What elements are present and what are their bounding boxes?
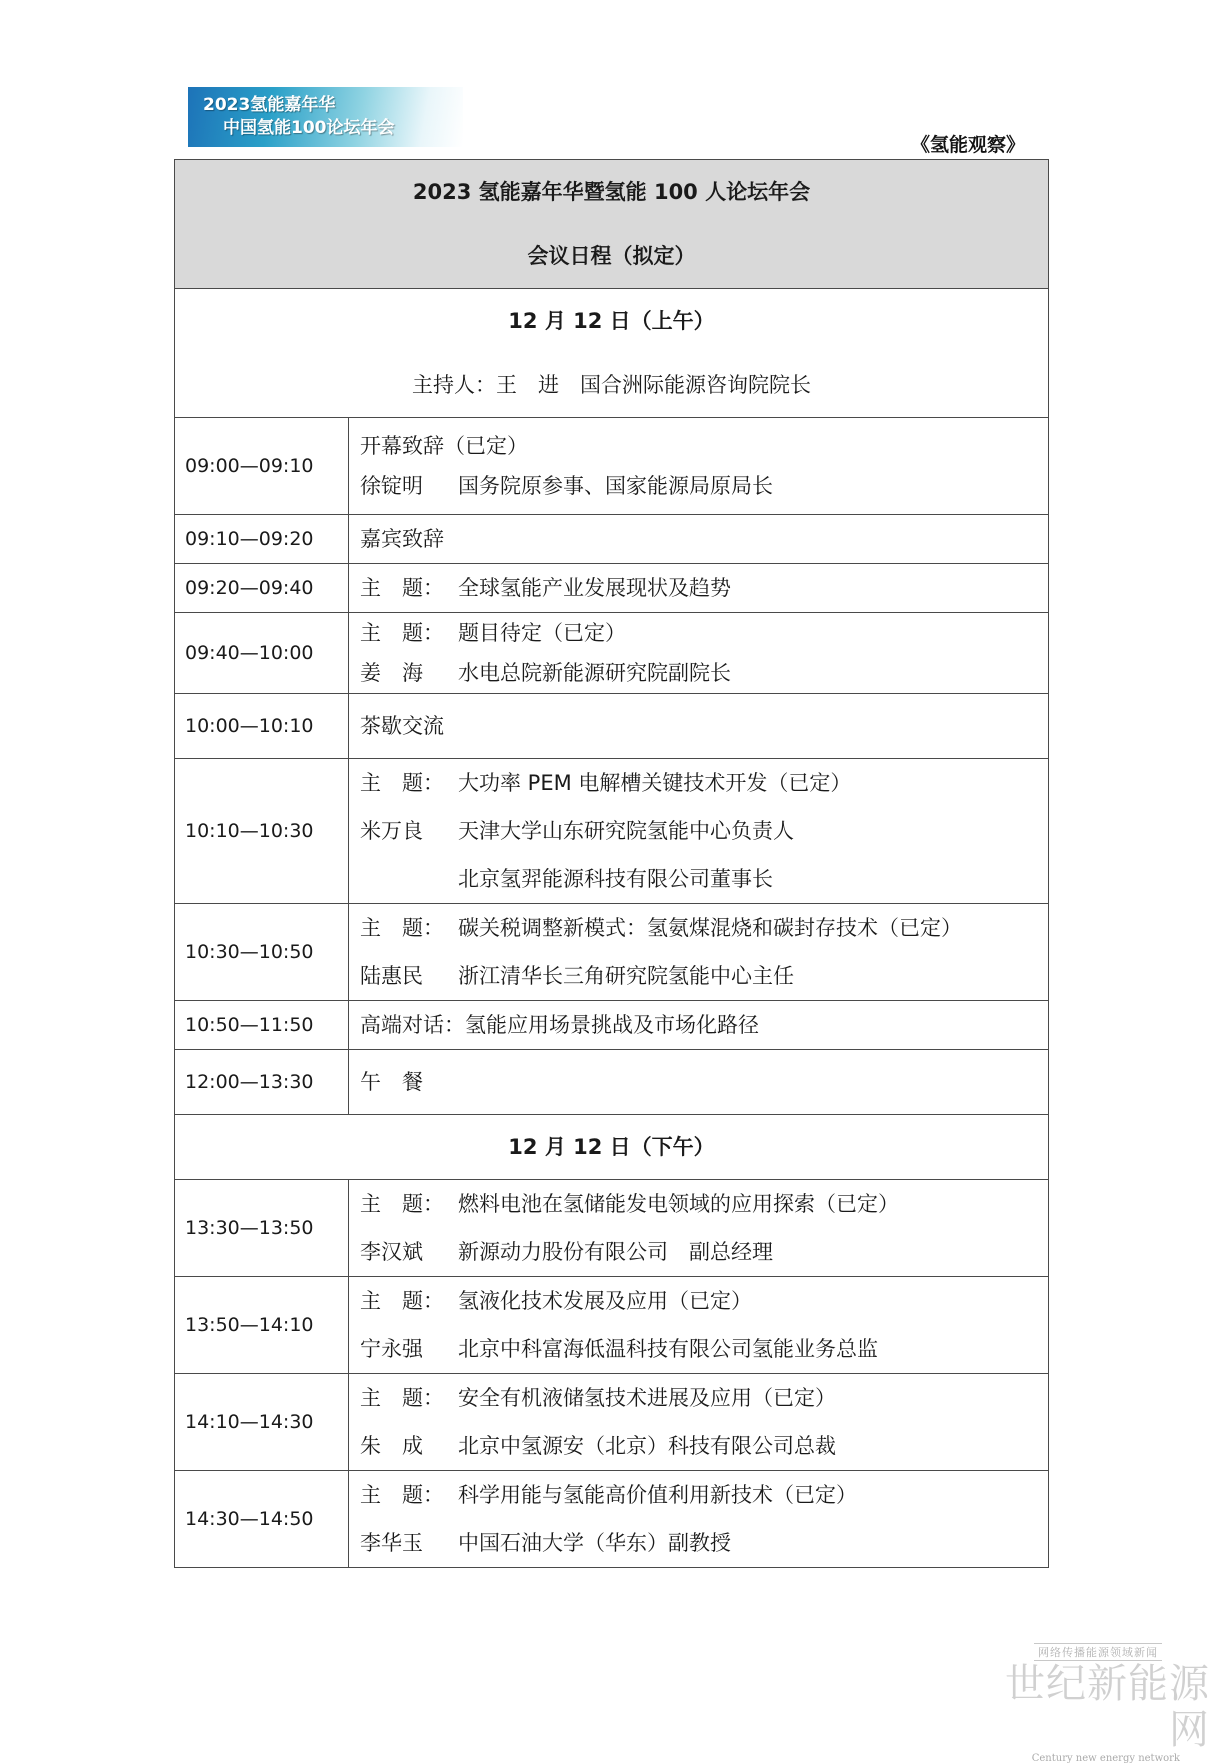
topic-label: 主 题： [360, 1386, 444, 1410]
speaker-title: 中国石油大学（华东）副教授 [458, 1531, 731, 1555]
afternoon-session-title: 12 月 12 日（下午） [508, 1135, 715, 1159]
topic-label: 高端对话： [360, 1013, 465, 1037]
afternoon-session-header [175, 1115, 1049, 1180]
time-slot: 10:50—11:50 [175, 1001, 349, 1050]
agenda-row [175, 1374, 1049, 1471]
speaker-name: 宁永强 [360, 1337, 423, 1361]
time-slot: 09:40—10:00 [175, 613, 349, 694]
topic-text: 科学用能与氢能高价值利用新技术（已定） [458, 1483, 857, 1507]
speaker-name: 陆惠民 [360, 964, 423, 988]
time-slot: 09:00—09:10 [175, 418, 349, 515]
item-title: 茶歇交流 [360, 714, 444, 738]
morning-session-title: 12 月 12 日（上午） [508, 309, 715, 333]
agenda-title-cell [175, 160, 1049, 289]
time-slot: 12:00—13:30 [175, 1050, 349, 1115]
time-slot: 13:30—13:50 [175, 1180, 349, 1277]
speaker-title-2: 北京氢羿能源科技有限公司董事长 [458, 867, 773, 891]
topic-text: 氢液化技术发展及应用（已定） [458, 1289, 752, 1313]
agenda-item [349, 418, 1049, 515]
agenda-item [349, 1050, 1049, 1115]
topic-text: 碳关税调整新模式：氢氨煤混烧和碳封存技术（已定） [458, 916, 962, 940]
speaker-title: 国务院原参事、国家能源局原局长 [458, 474, 773, 498]
speaker-title: 新源动力股份有限公司 副总经理 [458, 1240, 773, 1264]
agenda-row [175, 1001, 1049, 1050]
watermark-subtitle: Century new energy network [1031, 1753, 1180, 1764]
time-slot: 14:10—14:30 [175, 1374, 349, 1471]
site-watermark [978, 1641, 1210, 1764]
speaker-name: 李汉斌 [360, 1240, 423, 1264]
agenda-item [349, 904, 1049, 1001]
speaker-title: 北京中氢源安（北京）科技有限公司总裁 [458, 1434, 836, 1458]
agenda-subtitle: 会议日程（拟定） [527, 244, 696, 268]
source-label: 《氢能观察》 [910, 134, 1025, 156]
topic-label: 主 题： [360, 1483, 444, 1507]
agenda-item [349, 515, 1049, 564]
speaker-title: 天津大学山东研究院氢能中心负责人 [458, 819, 794, 843]
agenda-row [175, 1050, 1049, 1115]
watermark-title: 世纪新能源网 [1005, 1661, 1210, 1753]
agenda-row [175, 1180, 1049, 1277]
agenda-row [175, 759, 1049, 904]
speaker-spacer [360, 855, 458, 903]
agenda-row [175, 564, 1049, 613]
agenda-item [349, 1180, 1049, 1277]
speaker-title: 北京中科富海低温科技有限公司氢能业务总监 [458, 1337, 878, 1361]
morning-host: 主持人：王 进 国合洲际能源咨询院院长 [412, 373, 811, 397]
topic-text: 全球氢能产业发展现状及趋势 [458, 576, 731, 600]
agenda-row [175, 904, 1049, 1001]
topic-label: 主 题： [360, 621, 444, 645]
time-slot: 13:50—14:10 [175, 1277, 349, 1374]
topic-text: 燃料电池在氢储能发电领域的应用探索（已定） [458, 1192, 899, 1216]
time-slot: 10:10—10:30 [175, 759, 349, 904]
topic-text: 氢能应用场景挑战及市场化路径 [465, 1013, 759, 1037]
speaker-name: 李华玉 [360, 1531, 423, 1555]
speaker-name: 朱 成 [360, 1434, 423, 1458]
agenda-item [349, 1374, 1049, 1471]
agenda-item [349, 1001, 1049, 1050]
speaker-name: 米万良 [360, 819, 423, 843]
agenda-item [349, 759, 1049, 904]
watermark-tagline: 网络传播能源领域新闻 [1034, 1643, 1162, 1661]
time-slot: 14:30—14:50 [175, 1471, 349, 1568]
item-title: 午 餐 [360, 1070, 423, 1094]
agenda-title: 2023 氢能嘉年华暨氢能 100 人论坛年会 [412, 180, 811, 204]
logo-line-1: 2023氢能嘉年华 [203, 95, 336, 115]
time-slot: 10:30—10:50 [175, 904, 349, 1001]
time-slot: 09:10—09:20 [175, 515, 349, 564]
topic-text: 大功率 PEM 电解槽关键技术开发（已定） [458, 771, 852, 795]
topic-text: 题目待定（已定） [458, 621, 626, 645]
speaker-title: 浙江清华长三角研究院氢能中心主任 [458, 964, 794, 988]
agenda-row [175, 515, 1049, 564]
agenda-item [349, 613, 1049, 694]
speaker-name: 姜 海 [360, 661, 423, 685]
agenda-item [349, 694, 1049, 759]
agenda-item [349, 564, 1049, 613]
topic-label: 主 题： [360, 1289, 444, 1313]
agenda-item [349, 1471, 1049, 1568]
topic-label: 主 题： [360, 771, 444, 795]
agenda-item [349, 1277, 1049, 1374]
agenda-row [175, 1471, 1049, 1568]
item-title: 开幕致辞（已定） [360, 434, 528, 458]
agenda-row [175, 1277, 1049, 1374]
agenda-table [174, 159, 1049, 1568]
topic-text: 安全有机液储氢技术进展及应用（已定） [458, 1386, 836, 1410]
time-slot: 10:00—10:10 [175, 694, 349, 759]
topic-label: 主 题： [360, 916, 444, 940]
time-slot: 09:20—09:40 [175, 564, 349, 613]
event-logo [188, 87, 463, 147]
logo-line-2: 中国氢能100论坛年会 [223, 118, 395, 138]
topic-label: 主 题： [360, 576, 444, 600]
agenda-row [175, 694, 1049, 759]
speaker-name: 徐锭明 [360, 474, 423, 498]
item-title: 嘉宾致辞 [360, 527, 444, 551]
morning-session-header [175, 289, 1049, 418]
agenda-row [175, 418, 1049, 515]
topic-label: 主 题： [360, 1192, 444, 1216]
agenda-row [175, 613, 1049, 694]
speaker-title: 水电总院新能源研究院副院长 [458, 661, 731, 685]
